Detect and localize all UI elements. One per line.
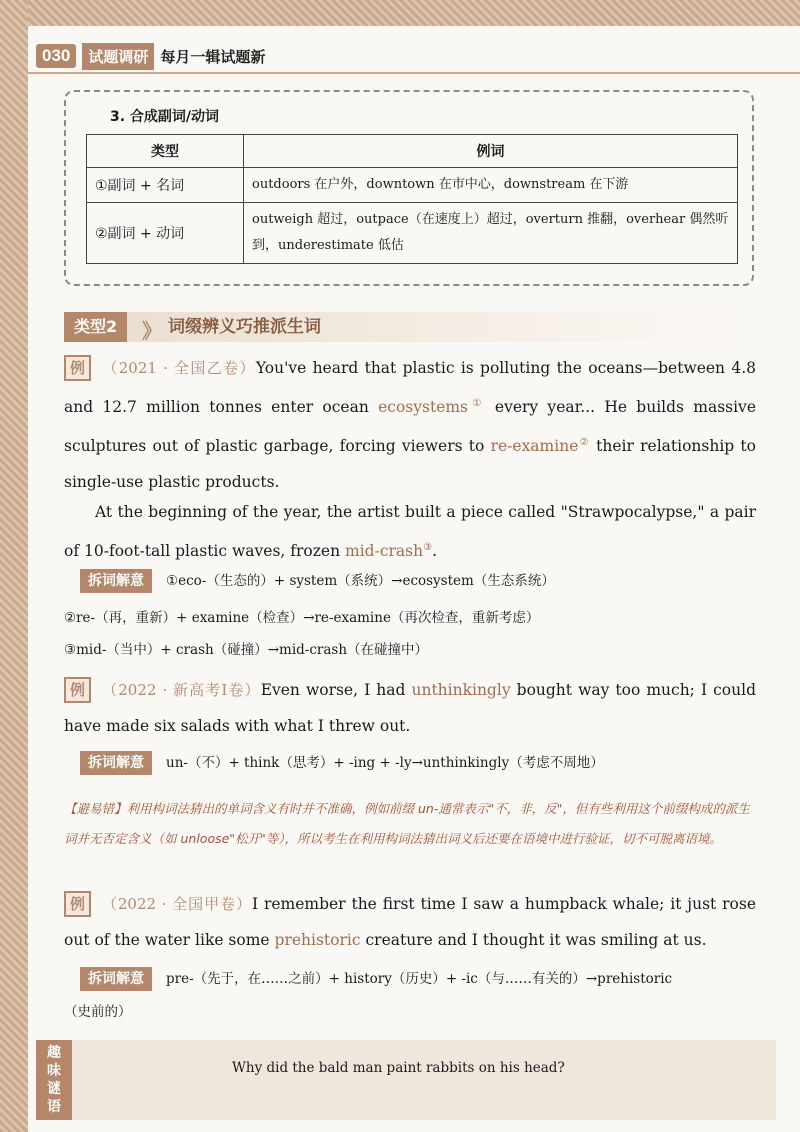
table-cell-type: ②副词 + 动词 — [87, 203, 244, 264]
analysis-line: pre-（先于，在……之前）+ history（历史）+ -ic（与……有关的）→prehistoric — [166, 971, 673, 987]
riddle-badge-char: 味 — [47, 1063, 61, 1079]
paragraph-text: Even worse, I had — [260, 681, 406, 699]
page-number: 030 — [36, 44, 76, 68]
riddle-badge — [36, 1040, 72, 1120]
page-top-decoration — [0, 0, 800, 26]
table-header-cell: 例词 — [244, 135, 738, 168]
analysis-line: ①eco-（生态的）+ system（系统）→ecosystem（生态系统） — [166, 573, 555, 589]
series-tagline: 每月一辑试题新 — [160, 47, 266, 66]
section-badge: 类型2 — [64, 312, 127, 342]
riddle-text: Why did the bald man paint rabbits on his head? — [232, 1060, 565, 1076]
highlighted-word: unthinkingly — [411, 681, 511, 699]
highlighted-word: mid-crash — [345, 542, 424, 561]
table-row — [87, 168, 738, 203]
analysis-badge: 拆词解意 — [80, 569, 152, 593]
analysis-row — [40, 566, 740, 596]
example-source: （2021 · 全国乙卷） — [101, 359, 256, 377]
box-title: 3. 合成副词/动词 — [110, 109, 220, 125]
paragraph-text: their relationship to single-use plastic products. — [64, 437, 756, 492]
riddle-box — [36, 1040, 776, 1120]
footnote-marker: ② — [578, 437, 590, 449]
example-tag: 例 — [64, 355, 91, 381]
page-left-decoration — [0, 0, 28, 1132]
riddle-badge-char: 趣 — [47, 1045, 61, 1061]
analysis-line: ③mid-（当中）+ crash（碰撞）→mid-crash（在碰撞中） — [64, 642, 429, 658]
series-name: 试题调研 — [82, 43, 154, 70]
table-header-row — [87, 135, 738, 168]
table-cell-examples: outweigh 超过，outpace（在速度上）超过，overturn 推翻，overhear 偶然听到，underestimate 低估 — [244, 203, 738, 264]
table-row — [87, 203, 738, 264]
table-header-cell: 类型 — [87, 135, 244, 168]
example-tag: 例 — [64, 677, 91, 703]
analysis-badge: 拆词解意 — [80, 967, 152, 991]
example-paragraph-3 — [64, 672, 756, 744]
paragraph-text: bought way too much; I could have made six salads with what I threw out. — [64, 681, 756, 735]
analysis-line: （史前的） — [64, 1004, 132, 1020]
table-cell-type: ①副词 + 名词 — [87, 168, 244, 203]
paragraph-text: creature and I thought it was smiling at us. — [365, 931, 707, 949]
header-divider — [28, 72, 800, 74]
example-source: （2022 · 新高考Ⅰ卷） — [101, 681, 261, 699]
page-header — [36, 42, 265, 70]
compound-words-box — [64, 90, 754, 286]
table-cell-examples: outdoors 在户外，downtown 在市中心，downstream 在下游 — [244, 168, 738, 203]
section-heading — [64, 312, 754, 342]
footnote-marker: ① — [468, 398, 486, 409]
paragraph-text: At the beginning of the year, the artist built a piece called "Strawpocalypse," a pair of 10-foot-tall plastic waves, frozen — [64, 503, 756, 561]
example-paragraph-2 — [64, 494, 756, 569]
chevron-right-icon: 》 — [142, 319, 162, 343]
analysis-line: un-（不）+ think（思考）+ -ing + -ly→unthinkingly（考虑不周地） — [166, 755, 604, 771]
example-paragraph-4 — [64, 886, 756, 958]
highlighted-word: prehistoric — [274, 931, 361, 949]
example-tag: 例 — [64, 891, 91, 917]
riddle-badge-char: 语 — [47, 1099, 61, 1115]
highlighted-word: re-examine — [490, 437, 579, 456]
analysis-badge: 拆词解意 — [80, 751, 152, 775]
paragraph-text: . — [432, 542, 437, 561]
word-formation-table — [86, 134, 738, 264]
riddle-badge-char: 谜 — [47, 1081, 61, 1097]
paragraph-text: every year... He builds massive sculptures out of plastic garbage, forcing viewers to — [64, 398, 756, 456]
analysis-row — [40, 964, 740, 994]
paragraph-text: I remember the first time I saw a humpback whale; it just rose out of the water like some — [64, 895, 757, 949]
footnote-marker: ③ — [423, 542, 433, 553]
paragraph-text: You've heard that plastic is polluting the oceans—between 4.8 and 12.7 million tonnes enter ocean — [64, 359, 756, 417]
error-warning-note: 【避易错】利用构词法猜出的单词含义有时并不准确，例如前缀 un-通常表示"不，非，反"，但有些利用这个前缀构成的派生词并无否定含义（如 unloose"松开"等），所以考生在利用构词法猜出词义后还要在语境中进行验证，切不可脱离语境。 — [64, 801, 750, 846]
section-title: 词缀辨义巧推派生词 — [168, 317, 321, 337]
example-source: （2022 · 全国甲卷） — [101, 895, 252, 913]
highlighted-word: ecosystems — [378, 398, 468, 417]
example-paragraph-1 — [64, 350, 756, 500]
analysis-row — [40, 748, 740, 778]
analysis-line: ②re-（再，重新）+ examine（检查）→re-examine（再次检查，重新考虑） — [64, 610, 540, 626]
